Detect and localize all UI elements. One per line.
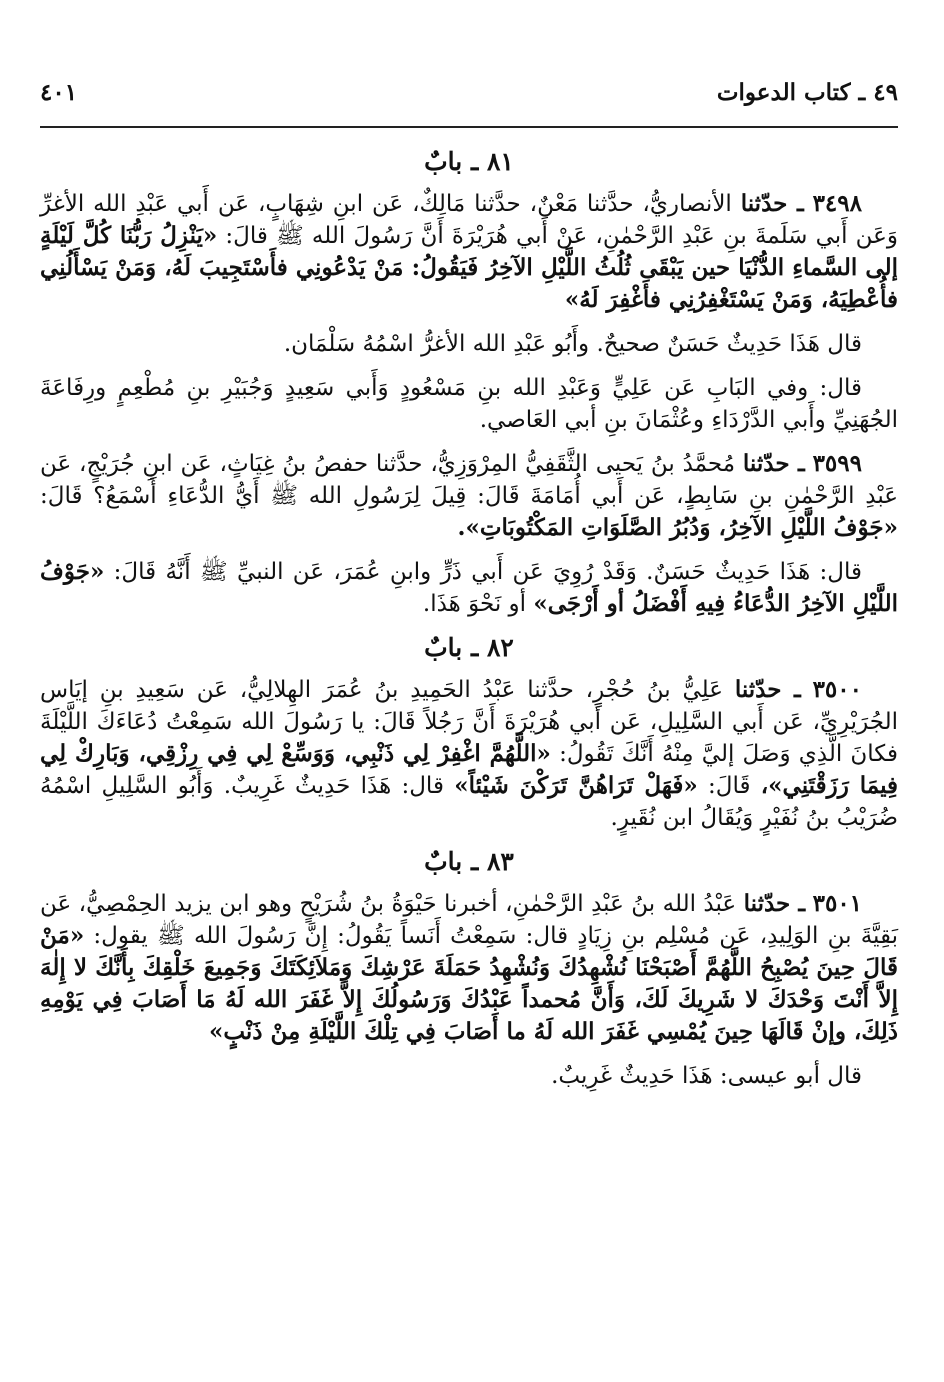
hadith-number: ٣٥٠١ <box>812 890 863 917</box>
hadith-number: ٣٤٩٨ <box>812 190 862 217</box>
bab-heading: ٨٣ ـ بابٌ <box>424 847 514 876</box>
haddathana: حدّثنا <box>743 890 791 917</box>
matn: «يَنْزِلُ رَبُّنَا كُلَّ لَيْلَةٍ إلى السَّماءِ الدُّنْيَا حين يَبْقَى ثُلُثُ اللَّيْلِ الآخِرُ فَيَقُولُ: مَنْ يَدْعُونِي فأَسْتَجِيبَ لَهُ، وَمَنْ يَسْأَلُنِي فأُعْطِيَهُ، وَمَنْ يَسْتَغْفِرُنِي فأَغْفِرَ لَهُ» <box>40 222 898 313</box>
matn: «جَوْفُ اللَّيْلِ الآخِرُ، وَدُبُرُ الصَّلَوَاتِ المَكْتُوبَاتِ». <box>457 514 898 541</box>
isnad: قَالَ: <box>708 773 751 799</box>
chapter-title: ٤٩ ـ كتاب الدعوات <box>716 78 898 106</box>
isnad: مُحمَّدُ بنُ يَحيى الثَّقَفِيُّ المِرْوَزِيُّ، حدَّثنا حفصُ بنُ غِيَاثٍ، عَن ابنِ جُرَيْجٍ، عَن عَبْدِ الرَّحْمٰنِ بنِ سَابِطٍ، عَن أَبي أُمَامَةَ قَالَ: قِيلَ لِرَسُولِ الله ﷺ أَيُّ الدُّعَاءِ أَسْمَعُ؟ قَالَ: <box>40 451 898 509</box>
hadith-3500: ٣٥٠٠ ـ حدّثنا عَلِيُّ بنُ حُجْرٍ، حدَّثنا عَبْدُ الحَمِيدِ بنُ عُمَرَ الهِلالِيُّ، عَن سَعِيدِ بنِ إيَاس الجُرَيْرِيِّ، عَن أَبي السَّلِيلِ، عَن أَبي هُرَيْرَةَ أَنَّ رَجُلاً قَالَ: يا رَسُولَ الله سَمِعْتُ دُعَاءَكَ اللَّيْلَةَ فكانَ الَّذِي وَصَلَ إليَّ مِنْهُ أَنَّكَ تَقُولُ: «اللَّهُمَّ اغْفِرْ لِي ذَنْبِي، وَوَسِّعْ لِي فِي رِزْقِي، وَبَارِكْ لِي فِيمَا رَزَقْتَنِي»، قَالَ: «فَهَلْ تَرَاهُنَّ تَرَكْنَ شَيْئاً» قال: هَذَا حَدِيثٌ غَرِيبٌ. وَأَبُو السَّلِيلِ اسْمُهُ ضُرَيْبُ بنُ نُفَيْرٍ وَيُقَالُ ابن نُقَيرٍ. <box>40 676 899 831</box>
haddathana: حدّثنا <box>742 450 790 477</box>
page-number: ٤٠١ <box>40 78 78 106</box>
bab-heading: ٨١ ـ بابٌ <box>424 147 514 176</box>
isnad: الأنصاريُّ، حدَّثنا مَعْنٌ، حدَّثنا مَالِكٌ، عَن ابنِ شِهَابٍ، عَن أَبي عَبْدِ الله الأغرِّ وَعَن أَبي سَلَمةَ بنِ عَبْدِ الرَّحْمٰنِ، عَنْ أَبي هُرَيْرَةَ أَنَّ رَسُولَ الله ﷺ قالَ: <box>40 191 898 249</box>
bab-heading: ٨٢ ـ بابٌ <box>424 633 514 662</box>
hadith-number: ٣٥٩٩ <box>812 450 862 477</box>
commentary-text: قال: هَذَا حَدِيثٌ غَرِيبٌ. وَأَبُو السَّلِيلِ اسْمُهُ ضُرَيْبُ بنُ نُفَيْرٍ وَيُقَالُ ابن نُقَيرٍ. <box>40 773 898 831</box>
commentary-text: قال: هَذَا حَدِيثٌ حَسَنٌ. وَقَدْ رُوِيَ عَن أَبي ذَرٍّ وابنِ عُمَرَ، عَن النبيِّ ﷺ أَنَّهُ قَالَ: <box>113 559 863 585</box>
commentary: قال: وفي البَابِ عَن عَلِيٍّ وَعَبْدِ الله بنِ مَسْعُودٍ وَأَبي سَعِيدٍ وَجُبَيْرِ بنِ مُطْعِمٍ ورِفَاعَةَ الجُهَنِيِّ وأَبي الدَّرْدَاءِ وعُثْمَانَ بنِ أبي العَاصي. <box>40 375 898 433</box>
hadith-3599: ٣٥٩٩ ـ حدّثنا مُحمَّدُ بنُ يَحيى الثَّقَفِيُّ المِرْوَزِيُّ، حدَّثنا حفصُ بنُ غِيَاثٍ، عَن ابنِ جُرَيْجٍ، عَن عَبْدِ الرَّحْمٰنِ بنِ سَابِطٍ، عَن أَبي أُمَامَةَ قَالَ: قِيلَ لِرَسُولِ الله ﷺ أَيُّ الدُّعَاءِ أَسْمَعُ؟ قَالَ: «جَوْفُ اللَّيْلِ الآخِرُ، وَدُبُرُ الصَّلَوَاتِ المَكْتُوبَاتِ». <box>40 450 898 541</box>
matn: «فَهَلْ تَرَاهُنَّ تَرَكْنَ شَيْئاً» <box>454 772 698 799</box>
haddathana: حدّثنا <box>740 190 788 217</box>
hadith-number: ٣٥٠٠ <box>812 676 862 703</box>
commentary-text: أو نَحْوَ هَذَا. <box>422 591 527 617</box>
matn: «جَوْفُ اللَّيْلِ الآخِرُ الدُّعَاءُ فِيهِ أَفْضَلُ أو أَرْجَى» <box>40 558 898 617</box>
isnad: عَبْدُ الله بنُ عَبْدِ الرَّحْمٰنِ، أخبرنا حَيْوَةُ بنُ شُرَيْحٍ وهو ابن يزيد الحِمْصِيُّ، عَن بَقِيَّةَ بنِ الوَلِيدِ، عَن مُسْلِم بنِ زِيَادٍ قال: سَمِعْتُ أَنَساً يَقُولُ: إِنَّ رَسُولَ الله ﷺ يقول: <box>40 891 899 949</box>
haddathana: حدّثنا <box>734 676 782 703</box>
matn: «اللَّهُمَّ اغْفِرْ لِي ذَنْبِي، وَوَسِّعْ لِي فِي رِزْقِي، وَبَارِكْ لِي فِيمَا رَزَقْتَنِي»، <box>40 740 899 799</box>
header-rule <box>40 126 898 128</box>
commentary: قال هَذَا حَدِيثٌ حَسَنٌ صحيحٌ. وأَبُو عَبْدِ الله الأغرُّ اسْمُهُ سَلْمَان. <box>283 331 862 357</box>
matn: «مَنْ قَالَ حِينَ يُصْبِحُ اللَّهُمَّ أَصْبَحْنَا نُشْهِدُكَ وَنُشْهِدُ حَمَلَةَ عَرْشِكَ وَمَلاَئِكَتَكَ وَجَمِيعَ خَلْقِكَ بِأَنَّكَ لا إِلٰهَ إِلاَّ أَنْتَ وَحْدَكَ لا شَرِيكَ لَكَ، وَأَنَّ مُحمداً عَبْدُكَ وَرَسُولُكَ إِلاَّ غَفَرَ الله لَهُ مَا أَصَابَ فِي يَوْمِهِ ذَلِكَ، وإنْ قَالَهَا حِينَ يُمْسِي غَفَرَ الله لَهُ ما أَصَابَ فِي تِلْكَ اللَّيْلَةِ مِنْ ذَنْبٍ» <box>40 922 898 1045</box>
page-header <box>40 72 898 112</box>
commentary: قال أبو عيسى: هَذَا حَدِيثٌ غَرِيبٌ. <box>551 1063 862 1089</box>
page-body <box>40 140 898 1104</box>
hadith-3498: ٣٤٩٨ ـ حدّثنا الأنصاريُّ، حدَّثنا مَعْنٌ، حدَّثنا مَالِكٌ، عَن ابنِ شِهَابٍ، عَن أَبي عَبْدِ الله الأغرِّ وَعَن أَبي سَلَمةَ بنِ عَبْدِ الرَّحْمٰنِ، عَنْ أَبي هُرَيْرَةَ أَنَّ رَسُولَ الله ﷺ قالَ: «يَنْزِلُ رَبُّنَا كُلَّ لَيْلَةٍ إلى السَّماءِ الدُّنْيَا حين يَبْقَى ثُلُثُ اللَّيْلِ الآخِرُ فَيَقُولُ: مَنْ يَدْعُونِي فأَسْتَجِيبَ لَهُ، وَمَنْ يَسْأَلُنِي فأُعْطِيَهُ، وَمَنْ يَسْتَغْفِرُنِي فأَغْفِرَ لَهُ» <box>40 190 898 313</box>
isnad: عَلِيُّ بنُ حُجْرٍ، حدَّثنا عَبْدُ الحَمِيدِ بنُ عُمَرَ الهِلالِيُّ، عَن سَعِيدِ بنِ إيَاس الجُرَيْرِيِّ، عَن أَبي السَّلِيلِ، عَن أَبي هُرَيْرَةَ أَنَّ رَجُلاً قَالَ: يا رَسُولَ الله سَمِعْتُ دُعَاءَكَ اللَّيْلَةَ فكانَ الَّذِي وَصَلَ إليَّ مِنْهُ أَنَّكَ تَقُولُ: <box>40 677 899 767</box>
hadith-3501: ٣٥٠١ ـ حدّثنا عَبْدُ الله بنُ عَبْدِ الرَّحْمٰنِ، أخبرنا حَيْوَةُ بنُ شُرَيْحٍ وهو ابن يزيد الحِمْصِيُّ، عَن بَقِيَّةَ بنِ الوَلِيدِ، عَن مُسْلِم بنِ زِيَادٍ قال: سَمِعْتُ أَنَساً يَقُولُ: إِنَّ رَسُولَ الله ﷺ يقول: «مَنْ قَالَ حِينَ يُصْبِحُ اللَّهُمَّ أَصْبَحْنَا نُشْهِدُكَ وَنُشْهِدُ حَمَلَةَ عَرْشِكَ وَمَلاَئِكَتَكَ وَجَمِيعَ خَلْقِكَ بِأَنَّكَ لا إِلٰهَ إِلاَّ أَنْتَ وَحْدَكَ لا شَرِيكَ لَكَ، وَأَنَّ مُحمداً عَبْدُكَ وَرَسُولُكَ إِلاَّ غَفَرَ الله لَهُ مَا أَصَابَ فِي يَوْمِهِ ذَلِكَ، وإنْ قَالَهَا حِينَ يُمْسِي غَفَرَ الله لَهُ ما أَصَابَ فِي تِلْكَ اللَّيْلَةِ مِنْ ذَنْبٍ» <box>40 890 899 1045</box>
commentary <box>40 556 898 620</box>
